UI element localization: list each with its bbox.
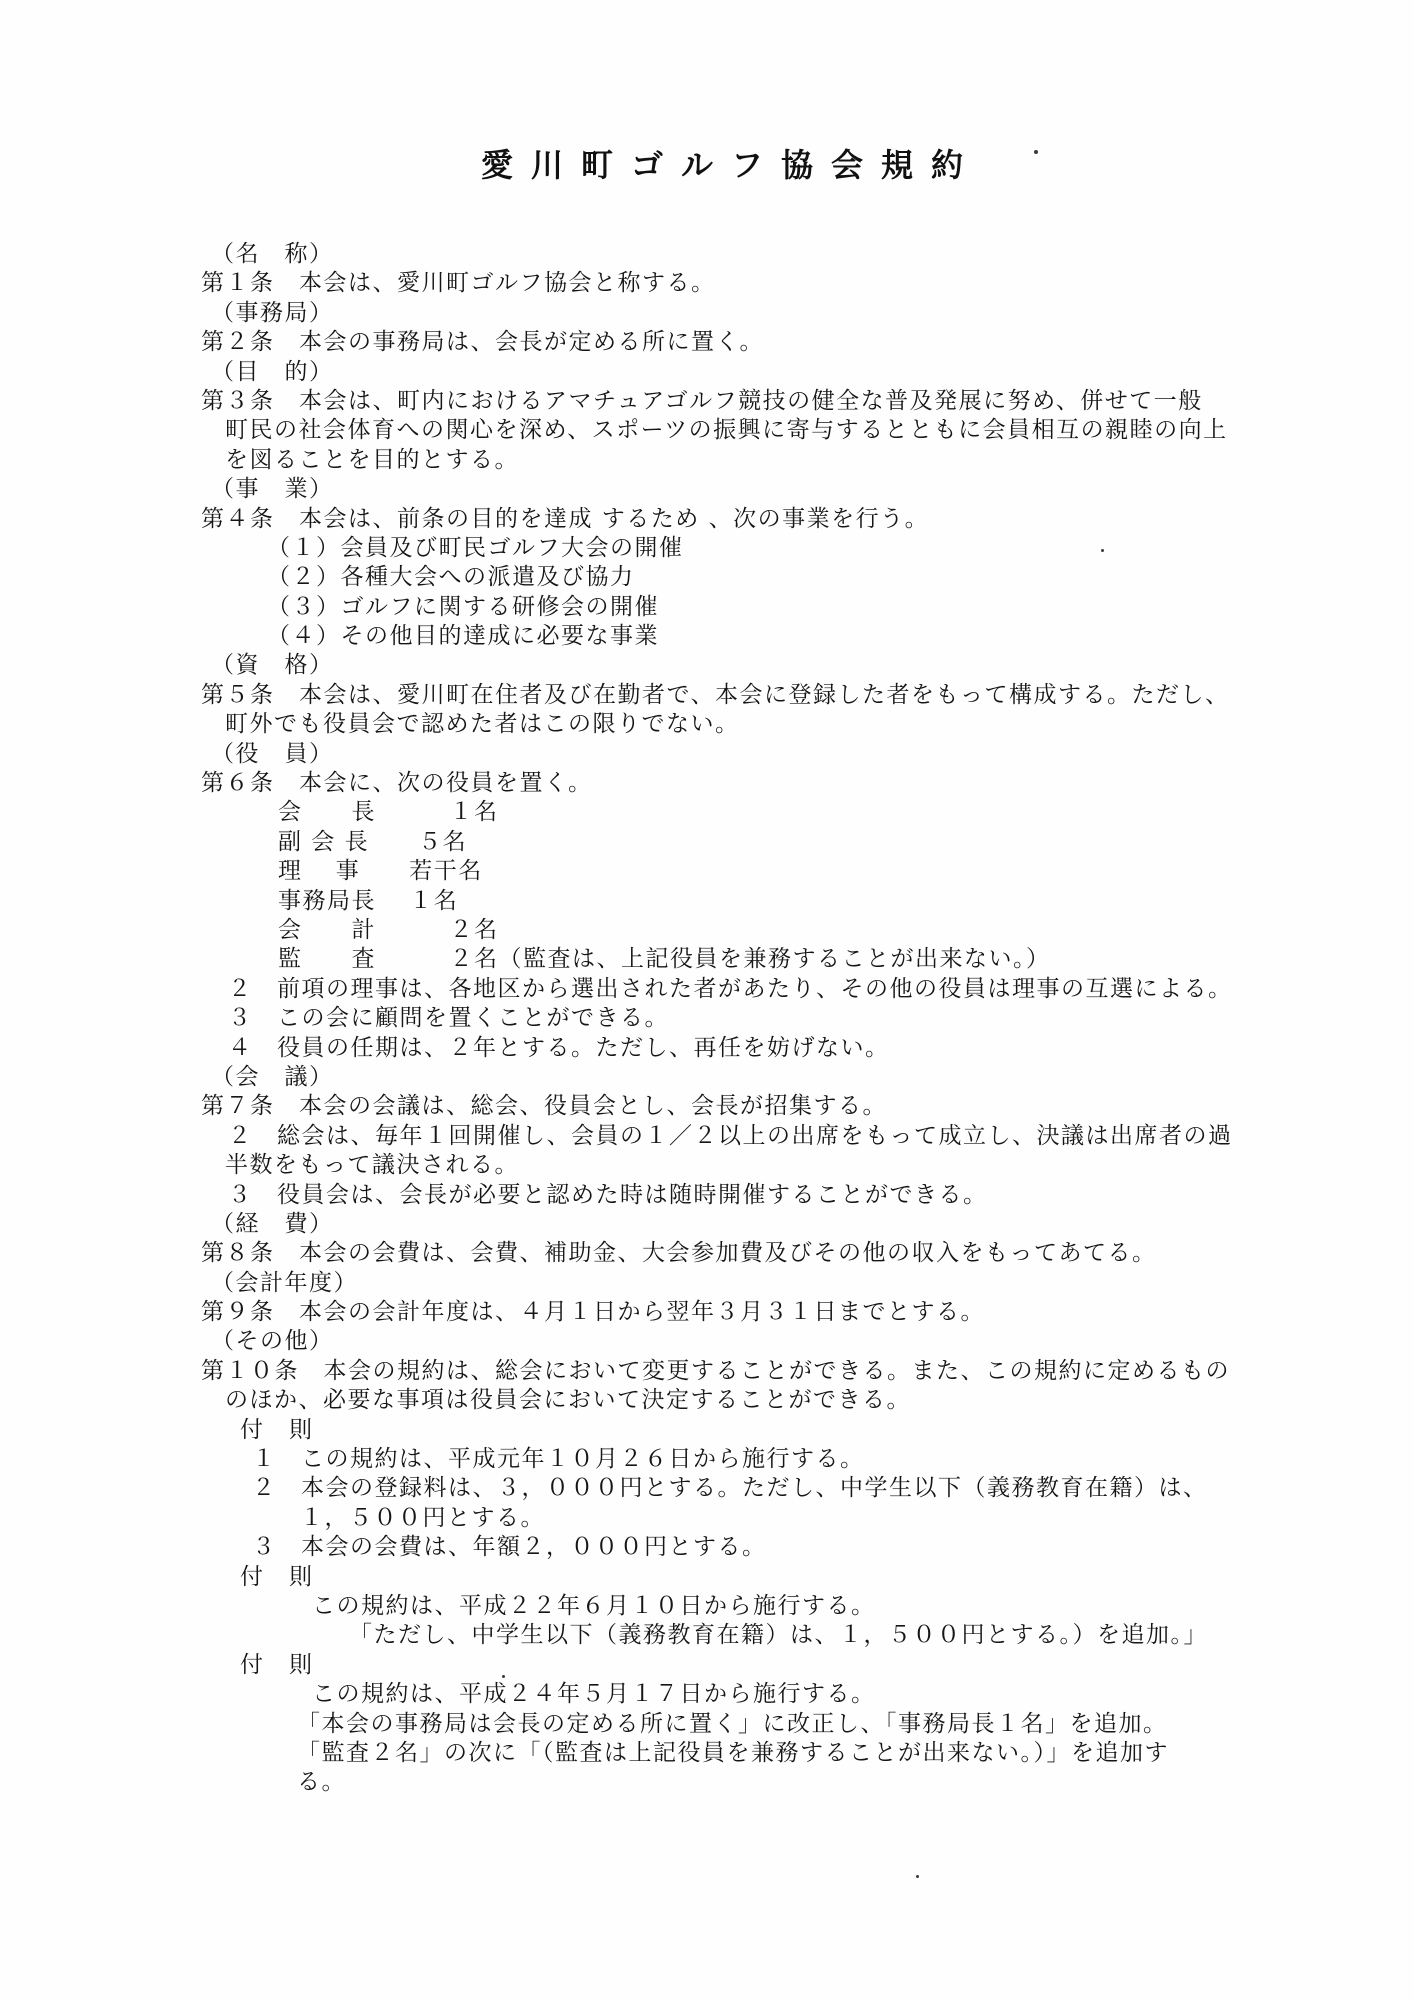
document-line: ２ 本会の登録料は、３，０００円とする。ただし、中学生以下（義務教育在籍）は、: [252, 1475, 1208, 1502]
document-line: （その他）: [211, 1328, 334, 1355]
document-line: 「監査２名」の次に「（監査は上記役員を兼務することが出来ない。）」を追加す: [297, 1739, 1169, 1766]
document-line: 半数をもって議決される。: [225, 1152, 519, 1179]
document-line: のほか、必要な事項は役員会において決定することができる。: [225, 1387, 911, 1414]
document-line: 町民の社会体育への関心を深め、スポーツの振興に寄与するとともに会員相互の親睦の向上: [225, 417, 1228, 444]
document-line: ３ 役員会は、会長が必要と認めた時は随時開催することができる。: [228, 1181, 988, 1208]
document-line: （目 的）: [211, 358, 334, 385]
document-line: 第８条 本会の会費は、会費、補助金、大会参加費及びその他の収入をもってあてる。: [201, 1240, 1157, 1267]
document-line: を図ることを目的とする。: [225, 446, 519, 473]
document-line: 第５条 本会は、愛川町在住者及び在勤者で、本会に登録した者をもって構成する。ただし、: [201, 681, 1230, 708]
document-line: 事務局長 １名: [278, 887, 459, 914]
document-line: 第１０条 本会の規約は、総会において変更することができる。また、この規約に定めるもの: [201, 1357, 1230, 1384]
document-line: ３ 本会の会費は、年額２，０００円とする。: [252, 1534, 767, 1561]
document-body: [0, 240, 1414, 1798]
document-line: 第３条 本会は、町内におけるアマチュアゴルフ競技の健全な普及発展に努め、併せて一般: [201, 387, 1203, 414]
document-line: 監 査 ２名（監査は、上記役員を兼務することが出来ない。）: [278, 946, 1051, 973]
document-line: ２ 前項の理事は、各地区から選出された者があたり、その他の役員は理事の互選による。: [228, 975, 1233, 1002]
document-line: （資 格）: [211, 652, 334, 679]
document-line: 第６条 本会に、次の役員を置く。: [201, 770, 593, 797]
document-line: 会 計 ２名: [278, 916, 499, 943]
document-line: る。: [297, 1769, 346, 1796]
scan-speck: [1034, 150, 1038, 154]
document-line: （４）その他目的達成に必要な事業: [267, 623, 659, 650]
document-line: （会 議）: [211, 1063, 334, 1090]
document-line: この規約は、平成２４年５月１７日から施行する。: [312, 1681, 876, 1708]
document-line: 付 則: [240, 1651, 314, 1678]
document-line: ３ この会に顧問を置くことができる。: [228, 1005, 669, 1032]
scan-speck: [502, 1675, 505, 1678]
document-line: 「本会の事務局は会長の定める所に置く」に改正し、「事務局長１名」を追加。: [297, 1710, 1168, 1737]
document-line: ４ 役員の任期は、２年とする。ただし、再任を妨げない。: [228, 1034, 890, 1061]
document-title: 愛川町ゴルフ協会規約: [481, 146, 982, 184]
document-line: 付 則: [240, 1563, 314, 1590]
document-line: （役 員）: [211, 740, 334, 767]
document-line: 第２条 本会の事務局は、会長が定める所に置く。: [201, 329, 765, 356]
document-line: 第４条 本会は、前条の目的を達成 するため 、次の事業を行う。: [201, 505, 930, 532]
document-line: 理 事 若干名: [278, 858, 483, 885]
document-line: 第９条 本会の会計年度は、４月１日から翌年３月３１日までとする。: [201, 1299, 985, 1326]
document-line: 副 会 長 ５名: [278, 828, 468, 855]
scan-speck: [916, 1875, 919, 1878]
document-line: 第１条 本会は、愛川町ゴルフ協会と称する。: [201, 270, 716, 297]
document-line: （事 業）: [211, 476, 334, 503]
document-line: 会 長 １名: [278, 799, 499, 826]
document-line: 第７条 本会の会議は、総会、役員会とし、会長が招集する。: [201, 1093, 887, 1120]
document-line: 付 則: [240, 1416, 314, 1443]
document-line: 町外でも役員会で認めた者はこの限りでない。: [225, 711, 740, 738]
document-line: （３）ゴルフに関する研修会の開催: [267, 593, 659, 620]
document-line: 「ただし、中学生以下（義務教育在籍）は、１，５００円とする。）を追加。」: [349, 1622, 1208, 1649]
document-line: （事務局）: [211, 299, 334, 326]
document-line: （２）各種大会への派遣及び協力: [267, 564, 635, 591]
document-line: （会計年度）: [211, 1269, 358, 1296]
document-line: （経 費）: [211, 1210, 334, 1237]
document-line: １，５００円とする。: [300, 1504, 545, 1531]
document-line: ２ 総会は、毎年１回開催し、会員の１／２以上の出席をもって成立し、決議は出席者の過: [228, 1122, 1233, 1149]
document-line: （１）会員及び町民ゴルフ大会の開催: [267, 534, 684, 561]
document-line: この規約は、平成２２年６月１０日から施行する。: [312, 1592, 876, 1619]
scan-speck: [1101, 549, 1104, 552]
document-line: １ この規約は、平成元年１０月２６日から施行する。: [252, 1446, 865, 1473]
document-line: （名 称）: [211, 241, 334, 267]
